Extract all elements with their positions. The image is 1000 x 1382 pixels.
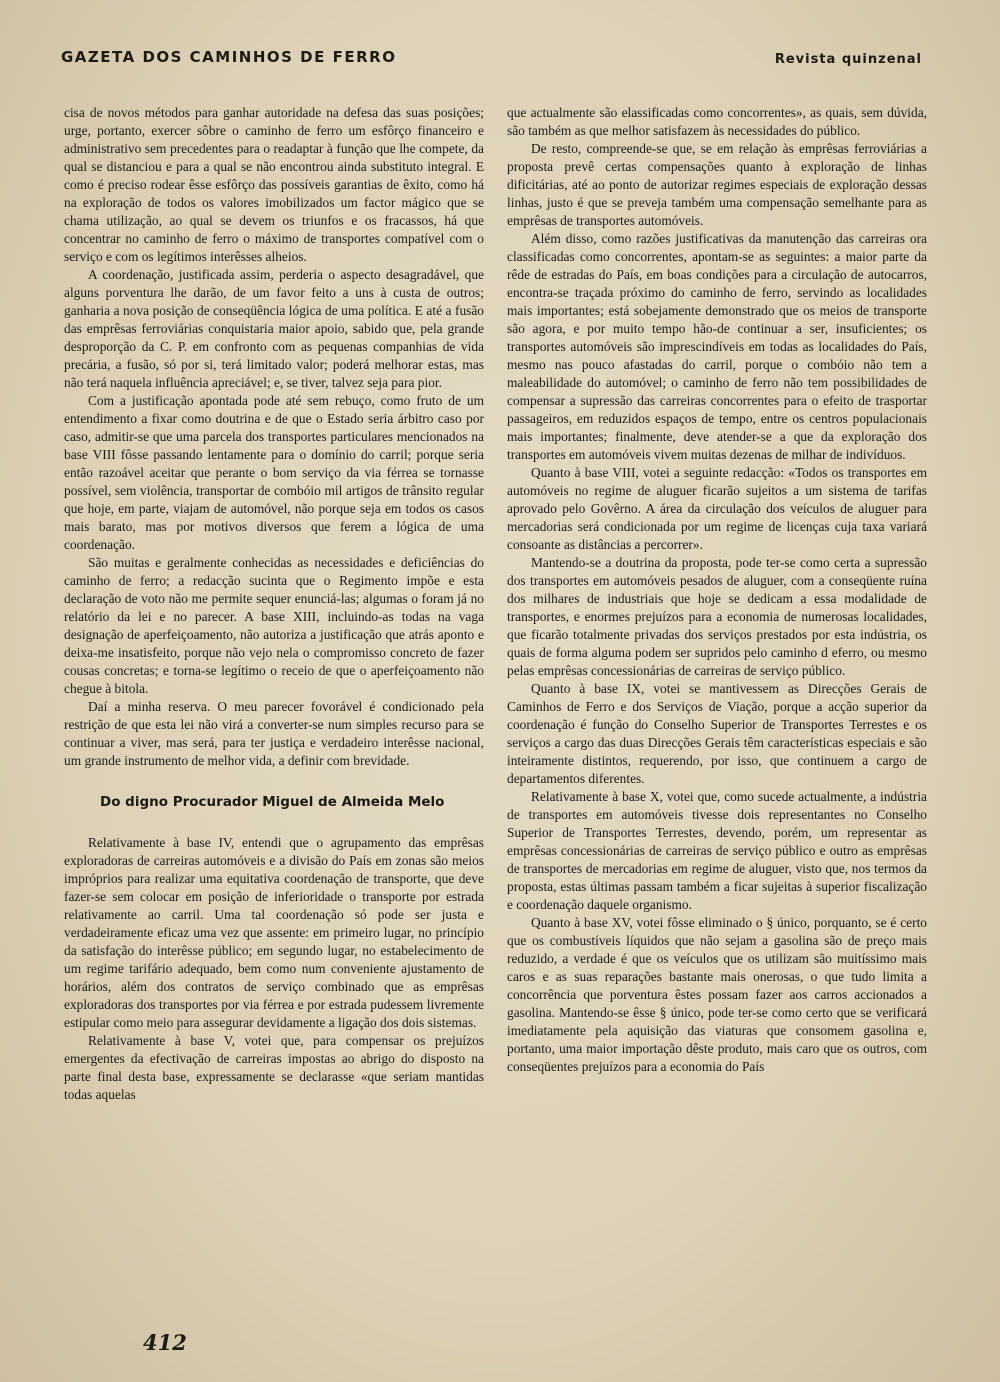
right-column — [507, 104, 927, 1076]
paragraph: Quanto à base VIII, votei a seguinte redacção: «Todos os transportes em automóveis no regime de aluguer ficarão sujeitos a um sistema de tarifas aprovado pelo Govêrno. A área da circulação dos veículos de aluguer para mercadorias será condicionada por um regime de licenças cuja taxa variará consoante as distâncias a percorrer». — [507, 465, 927, 552]
paragraph: Daí a minha reserva. O meu parecer fovorável é condicionado pela restrição de que esta lei não virá a converter-se num simples recurso para se continuar a viver, mas será, para ter justiça e verdadeiro interêsse nacional, um grande instrumento de melhor vida, a definir com brevidade. — [64, 699, 484, 768]
paragraph: De resto, compreende-se que, se em relação às emprêsas ferroviárias a proposta prevê certas compensações quanto à exploração de linhas dificitárias, até ao ponto de autorizar regimes especiais de exploração dessas linhas, justo é que se preveja também uma compensação semelhante para as emprêsas de transportes automóveis. — [507, 141, 927, 228]
paragraph: Com a justificação apontada pode até sem rebuço, como fruto de um entendimento a fixar como doutrina e de que o Estado seria árbitro caso por caso, admitir-se que uma parcela dos transportes particulares mencionados na base VIII fôsse passando lentamente para o domínio do carril; porque seria então razoável aceitar que perante o bom serviço da via férrea se tornasse possível, sem violência, transportar de combóio mil artigos de trânsito regular que hoje, em parte, viajam de automóvel, não porque seja em todos os casos mais barato, mas por motivos diversos que ferem a lógica de uma coordenação. — [64, 393, 484, 552]
section-heading: Do digno Procurador Miguel de Almeida Melo — [100, 794, 445, 810]
paragraph: Mantendo-se a doutrina da proposta, pode ter-se como certa a supressão dos transportes em automóveis pesados de aluguer, com a conseqüente ruína dos milhares de industriais que hoje se dedicam a essa modalidade de transportes, e enormes prejuízos para a economia de numerosas localidades, que ficarão totalmente privadas dos serviços prestados por esta indústria, os quais de forma alguma podem ser supridos pelo caminho d eferro, ou mesmo pelas emprêsas concessionárias de carreiras de serviço público. — [507, 555, 927, 678]
paragraph: Relativamente à base IV, entendi que o agrupamento das emprêsas exploradoras de carreiras automóveis e a divisão do País em zonas são meios impróprios para realizar uma equitativa coordenação de transporte, que deve fazer-se sem colocar em posição de inferioridade o transporte por estrada relativamente ao carril. Uma tal coordenação só pode ser justa e verdadeiramente eficaz uma vez que assente: em primeiro lugar, no princípio da satisfação do interêsse público; em segundo lugar, no estabelecimento de um regime tarifário adequado, bem como num conveniente ajustamento de horários, além dos contratos de serviço combinado que as emprêsas exploradoras dos transportes por via férrea e por estrada pudessem livremente estipular como meio para assegurar devidamente a ligação dos dois sistemas. — [64, 835, 484, 1030]
journal-subtitle: Revista quinzenal — [774, 52, 922, 67]
paragraph: Relativamente à base X, votei que, como sucede actualmente, a indústria de transportes em automóveis tivesse dois representantes no Conselho Superior de Transportes Terrestes, devendo, porém, um representar as emprêsas concessionárias de carreiras de serviço público e outro as emprêsas de transportes de mercadorias em regime de aluguer, visto que, nos termos da proposta, estas últimas passam também a ficar sujeitas à superior fiscalização e coordenação daquele organismo. — [507, 789, 927, 912]
paragraph: Relativamente à base V, votei que, para compensar os prejuízos emergentes da efectivação de carreiras impostas ao abrigo do disposto na parte final desta base, expressamente se declarasse «que seriam mantidas todas aquelas — [64, 1033, 484, 1102]
left-column — [64, 104, 484, 1104]
paragraph: que actualmente são elassificadas como concorrentes», as quais, sem dúvida, são também as que melhor satisfazem às necessidades do público. — [507, 105, 927, 138]
journal-title: GAZETA DOS CAMINHOS DE FERRO — [61, 48, 397, 66]
paragraph: A coordenação, justificada assim, perderia o aspecto desagradável, que alguns porventura lhe darão, de um favor feito a uns à custa de outros; ganharia a nova posição de conseqüência lógica de uma política. E até a fusão das emprêsas ferroviárias conquistaria maior apoio, sabido que, pela grande desproporção da C. P. em confronto com as pequenas companhias de vida precária, a fusão, só por si, terá limitado valor; poderá melhorar estas, mas não terá naquela influência apreciável; e, se tiver, talvez seja para pior. — [64, 267, 484, 390]
paragraph: Quanto à base XV, votei fôsse eliminado o § único, porquanto, se é certo que os combustíveis líquidos que não sejam a gasolina são de preço mais reduzido, a verdade é que os veículos que os utilizam são muitíssimo mais caros e as suas reparações bastante mais onerosas, o que tudo limita a concorrência que porventura êstes possam fazer aos carros accionados a gasolina. Mantendo-se êsse § único, pode ter-se como certo que se verificará imediatamente pela aquisição das viaturas que consomem gasolina e, portanto, uma maior importação dêste produto, mais caro que os outros, com conseqüentes prejuízos para a economia do País — [507, 915, 927, 1074]
paragraph: Além disso, como razões justificativas da manutenção das carreiras ora classificadas como concorrentes, apontam-se as seguintes: a maior parte da rêde de estradas do País, em boas condições para a circulação de autocarros, encontra-se traçada próximo do caminho de ferro, servindo as localidades mais importantes; está sobejamente demonstrado que os meios de transporte são agora, e por muito tempo hão-de continuar a ser, insuficientes; os transportes automóveis são imprescindíveis em todas as localidades do País, mesmo nas pouco afastadas do carril, porque o combóio não tem a maleabilidade do automóvel; o caminho de ferro não tem possibilidades de compensar a supressão das carreiras concorrentes para o efeito de trasportar passageiros, em reduzidos espaços de tempo, entre os centros populacionais mais importantes; finalmente, deve atender-se a que da exploração dos transportes em automóveis vivem muitas dezenas de milhar de indivíduos. — [507, 231, 927, 462]
paragraph: Quanto à base IX, votei se mantivessem as Direcções Gerais de Caminhos de Ferro e dos Serviços de Viação, porque a acção superior da coordenação é função do Conselho Superior de Transportes Terrestes e os serviços a cargo das duas Direcções Gerais têm características especiais e são inteiramente distintos, requerendo, por isso, que continuem a cargo de departamentos diferentes. — [507, 681, 927, 786]
paragraph: São muitas e geralmente conhecidas as necessidades e deficiências do caminho de ferro; a redacção sucinta que o Regimento impõe e esta declaração de voto não me permite sequer enunciá-las; algumas o foram já no relatório da lei e no parecer. A base XIII, incluindo-as todas na vaga designação de aperfeiçoamento, não autoriza a justificação que atrás aponto e deixa-me insatisfeito, porque não vejo nela o compromisso concreto de fazer cousas concretas; e torna-se legítimo o receio de que o aperfeiçoamento não chegue à bitola. — [64, 555, 484, 696]
paragraph: cisa de novos métodos para ganhar autoridade na defesa das suas posições; urge, portanto, exercer sôbre o caminho de ferro um esfôrço financeiro e administrativo sem precedentes para o readaptar à função que lhe compete, da qual se distanciou e para a qual se não encontrou ainda substituto integral. E como é preciso rodear êsse esfôrço das possíveis garantias de êxito, como há na exploração de todos os valores imobilizados um factor mágico que se chama utilização, ao qual se devem os triunfos e os fracassos, há que concentrar no caminho de ferro o máximo de transportes compatível com o serviço e com os legítimos interêsses alheios. — [64, 105, 484, 264]
page-number: 412 — [143, 1330, 187, 1355]
